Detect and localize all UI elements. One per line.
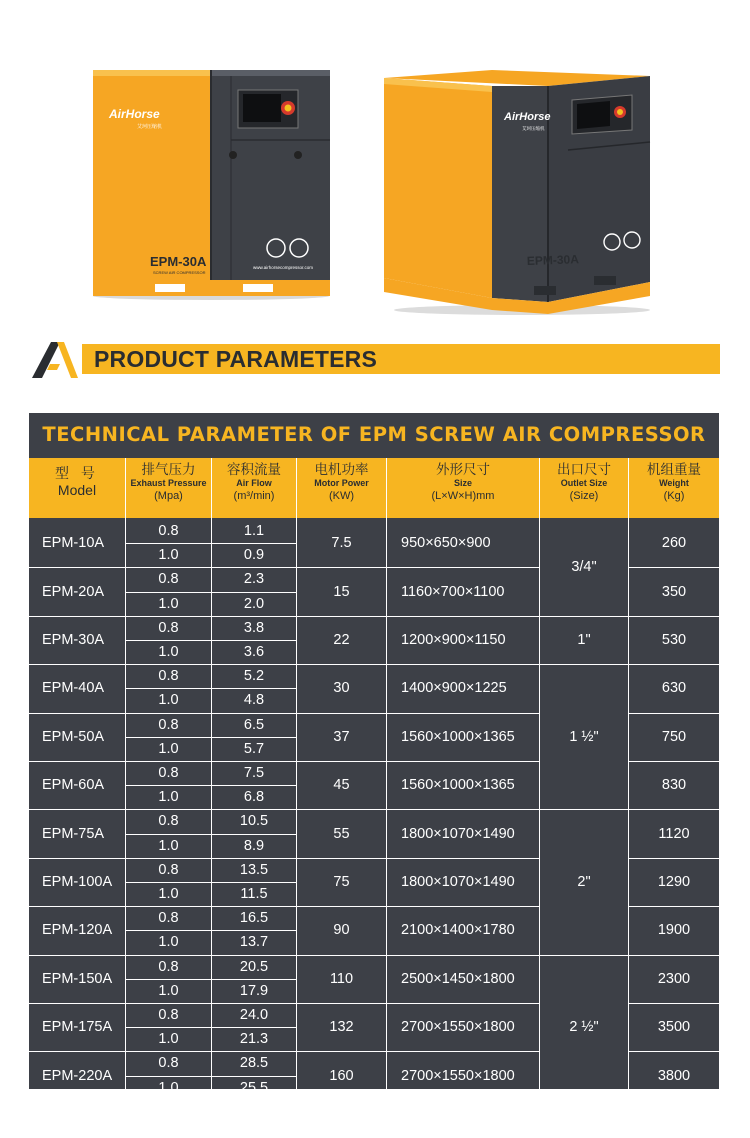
airflow-cell: 7.5 [243, 765, 265, 782]
weight-cell: 1290 [657, 873, 691, 890]
pressure-cell: 1.0 [158, 886, 179, 903]
size-cell: 1800×1070×1490 [401, 873, 515, 890]
brand-logo-text: AirHorse [109, 107, 160, 121]
airflow-cell: 8.9 [243, 837, 265, 854]
outlet-size-cell: 1 ½" [569, 728, 599, 745]
pressure-cell: 0.8 [158, 619, 179, 636]
airflow-cell: 17.9 [239, 982, 269, 999]
size-cell: 1800×1070×1490 [401, 825, 515, 842]
header-weight: 机组重量 Weight (Kg) [629, 458, 719, 518]
model-cell: EPM-75A [42, 825, 105, 842]
row-divider [126, 930, 296, 931]
header-size: 外形尺寸 Size (L×W×H)mm [387, 458, 539, 518]
pressure-cell: 0.8 [158, 1007, 179, 1024]
pressure-cell: 1.0 [158, 1031, 179, 1048]
product-photos [0, 0, 750, 330]
outlet-size-cell: 1" [577, 631, 591, 648]
size-cell: 1160×700×1100 [401, 583, 505, 600]
pressure-cell: 0.8 [158, 523, 179, 540]
motor-power-cell: 55 [333, 825, 350, 842]
weight-cell: 1900 [657, 922, 691, 939]
motor-power-cell: 160 [329, 1067, 354, 1084]
pressure-cell: 1.0 [158, 547, 179, 564]
model-cell: EPM-20A [42, 583, 105, 600]
header-air-flow: 容积流量 Air Flow (m³/min) [212, 458, 296, 518]
pressure-cell: 1.0 [158, 644, 179, 661]
motor-power-cell: 110 [329, 970, 354, 987]
row-divider [126, 979, 296, 980]
pressure-cell: 0.8 [158, 716, 179, 733]
weight-cell: 350 [661, 583, 687, 600]
row-divider [126, 1027, 296, 1028]
model-cell: EPM-150A [42, 970, 113, 987]
weight-cell: 830 [661, 777, 687, 794]
svg-text:www.airhorsecompressor.com: www.airhorsecompressor.com [253, 265, 314, 270]
weight-cell: 3500 [657, 1019, 691, 1036]
size-cell: 2700×1550×1800 [401, 1019, 515, 1036]
weight-cell: 630 [661, 680, 687, 697]
motor-power-cell: 22 [333, 631, 350, 648]
row-divider [126, 882, 296, 883]
model-cell: EPM-50A [42, 728, 105, 745]
row-divider [126, 785, 296, 786]
model-cell: EPM-120A [42, 922, 113, 939]
motor-power-cell: 30 [333, 680, 350, 697]
size-cell: 950×650×900 [401, 535, 491, 552]
size-cell: 1400×900×1225 [401, 680, 507, 697]
row-divider [126, 1076, 296, 1077]
row-divider [126, 834, 296, 835]
row-divider [126, 543, 296, 544]
size-cell: 1560×1000×1365 [401, 728, 515, 745]
model-cell: EPM-220A [42, 1067, 113, 1084]
pressure-cell: 0.8 [158, 1055, 179, 1072]
airflow-cell: 20.5 [239, 958, 269, 975]
pressure-cell: 1.0 [158, 692, 179, 709]
row-divider [126, 688, 296, 689]
banner-title: PRODUCT PARAMETERS [94, 346, 378, 372]
model-cell: EPM-100A [42, 873, 113, 890]
airflow-cell: 5.7 [243, 740, 265, 757]
pressure-cell: 1.0 [158, 789, 179, 806]
row-divider [126, 640, 296, 641]
airflow-cell: 3.8 [243, 619, 265, 636]
product-parameters-banner [30, 340, 720, 380]
weight-cell: 1120 [658, 825, 690, 842]
airflow-cell: 16.5 [239, 910, 269, 927]
pressure-cell: 0.8 [158, 571, 179, 588]
airflow-cell: 1.1 [243, 523, 265, 540]
airflow-cell: 2.0 [243, 595, 265, 612]
header-motor-power: 电机功率 Motor Power (KW) [297, 458, 386, 518]
airflow-cell: 6.8 [243, 789, 265, 806]
svg-text:AirHorse: AirHorse [504, 111, 551, 123]
pressure-cell: 0.8 [158, 668, 179, 685]
pressure-cell: 1.0 [158, 595, 179, 612]
pressure-cell: 0.8 [158, 813, 179, 830]
motor-power-cell: 90 [333, 922, 350, 939]
pressure-cell: 1.0 [158, 934, 179, 951]
model-cell: EPM-60A [42, 777, 105, 794]
pressure-cell: 1.0 [158, 982, 179, 999]
airflow-cell: 25.5 [239, 1079, 269, 1096]
airflow-cell: 21.3 [239, 1031, 269, 1048]
motor-power-cell: 15 [333, 583, 350, 600]
header-exhaust-pressure: 排气压力 Exhaust Pressure (Mpa) [126, 458, 211, 518]
motor-power-cell: 45 [333, 777, 350, 794]
outlet-size-cell: 3/4" [571, 559, 597, 576]
weight-cell: 2300 [657, 970, 691, 987]
model-cell: EPM-175A [42, 1019, 113, 1036]
airflow-cell: 24.0 [239, 1007, 269, 1024]
triangle-logo-icon [30, 340, 80, 380]
size-cell: 1200×900×1150 [401, 631, 506, 648]
motor-power-cell: 75 [333, 873, 350, 890]
pressure-cell: 1.0 [158, 837, 179, 854]
pressure-cell: 0.8 [158, 958, 179, 975]
airflow-cell: 3.6 [243, 644, 265, 661]
model-cell: EPM-40A [42, 680, 105, 697]
airflow-cell: 0.9 [243, 547, 265, 564]
airflow-cell: 28.5 [239, 1055, 269, 1072]
row-divider [126, 737, 296, 738]
weight-cell: 750 [661, 728, 687, 745]
size-cell: 2100×1400×1780 [401, 922, 515, 939]
table-title: TECHNICAL PARAMETER OF EPM SCREW AIR COMPRESSOR [42, 423, 706, 446]
airflow-cell: 10.5 [239, 813, 269, 830]
header-model: 型 号 Model [29, 458, 125, 518]
row-divider [126, 592, 296, 593]
outlet-size-cell: 2 ½" [569, 1019, 599, 1036]
svg-text:艾珂压缩机: 艾珂压缩机 [522, 127, 545, 132]
motor-power-cell: 132 [329, 1019, 354, 1036]
airflow-cell: 6.5 [243, 716, 265, 733]
svg-text:SCREW AIR COMPRESSOR: SCREW AIR COMPRESSOR [153, 270, 206, 275]
size-cell: 2500×1450×1800 [401, 970, 515, 987]
size-cell: 2700×1550×1800 [401, 1067, 515, 1084]
weight-cell: 3800 [657, 1067, 691, 1084]
size-cell: 1560×1000×1365 [401, 777, 515, 794]
pressure-cell: 1.0 [158, 1079, 179, 1096]
svg-text:艾珂压缩机: 艾珂压缩机 [137, 124, 163, 130]
compressor-angled-image [382, 70, 652, 315]
airflow-cell: 11.5 [240, 886, 268, 903]
airflow-cell: 5.2 [243, 668, 265, 685]
svg-text:EPM-30A: EPM-30A [526, 252, 580, 268]
airflow-cell: 13.7 [239, 934, 269, 951]
weight-cell: 260 [661, 535, 687, 552]
pressure-cell: 0.8 [158, 765, 179, 782]
pressure-cell: 0.8 [158, 910, 179, 927]
pressure-cell: 0.8 [158, 861, 179, 878]
outlet-size-cell: 2" [577, 873, 591, 890]
model-cell: EPM-10A [42, 535, 105, 552]
model-badge-text: EPM-30A [150, 254, 207, 269]
compressor-front-image [93, 70, 330, 300]
model-cell: EPM-30A [42, 631, 105, 648]
airflow-cell: 4.8 [243, 692, 265, 709]
airflow-cell: 13.5 [239, 861, 269, 878]
motor-power-cell: 7.5 [331, 535, 352, 552]
motor-power-cell: 37 [333, 728, 350, 745]
weight-cell: 530 [661, 631, 687, 648]
technical-parameter-table [29, 413, 719, 1096]
header-outlet-size: 出口尺寸 Outlet Size (Size) [540, 458, 628, 518]
airflow-cell: 2.3 [243, 571, 265, 588]
pressure-cell: 1.0 [158, 740, 179, 757]
